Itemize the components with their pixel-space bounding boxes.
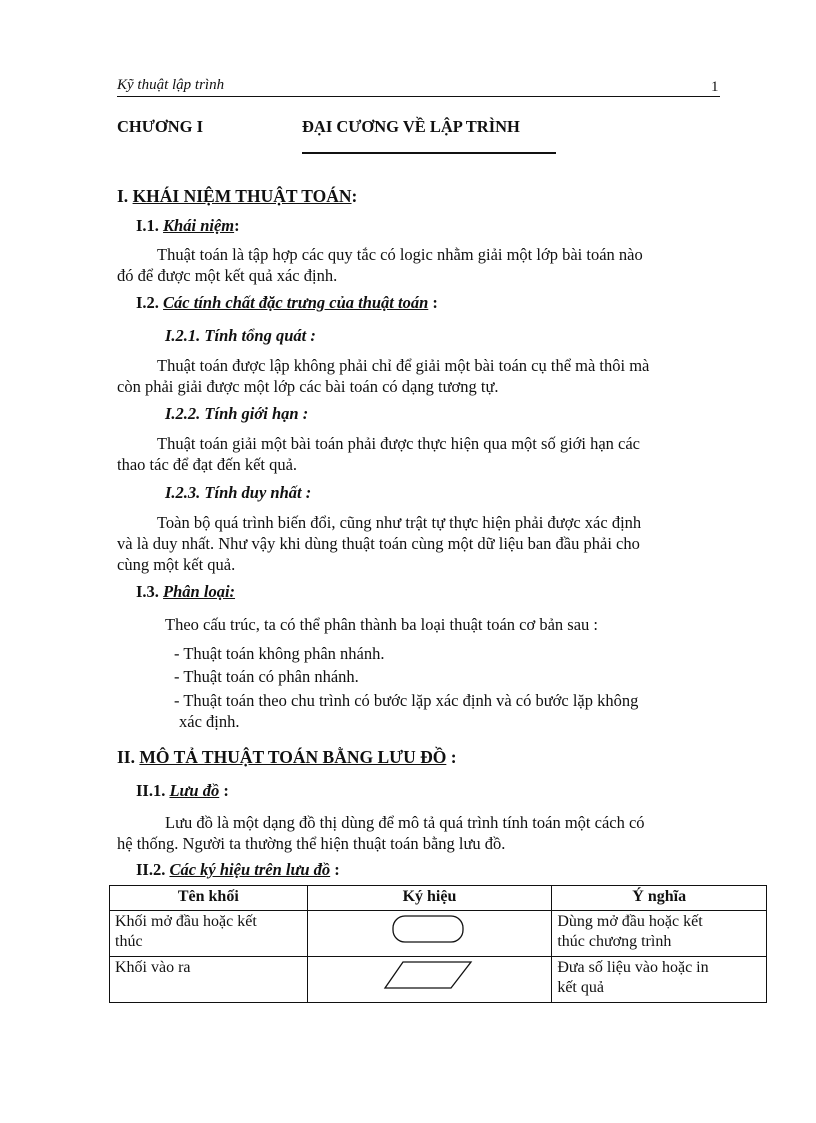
table-row (110, 911, 767, 957)
section-2-suffix: : (446, 747, 457, 767)
section-1-3-title: Phân loại: (163, 582, 236, 601)
paragraph-line: đó để được một kết quả xác định. (117, 266, 338, 285)
paragraph-line: hệ thống. Người ta thường thể hiện thuật toán bằng lưu đồ. (117, 834, 506, 853)
section-1-suffix: : (351, 186, 358, 206)
section-2-prefix: II. (117, 747, 140, 767)
meaning-cell (552, 911, 767, 957)
meaning: Đưa số liệu vào hoặc in (557, 959, 709, 976)
section-2-2-title: Các ký hiệu trên lưu đồ (169, 860, 331, 879)
column-header: Tên khối (110, 886, 308, 911)
meaning: thúc chương trình (557, 933, 672, 950)
io-parallelogram-icon (381, 958, 477, 992)
section-1-2-3-paragraph (117, 512, 737, 575)
classification-item: - Thuật toán không phân nhánh. (174, 644, 385, 663)
section-1-title: KHÁI NIỆM THUẬT TOÁN (132, 186, 352, 206)
section-2-2-prefix: II.2. (136, 860, 170, 879)
block-name: thúc (115, 933, 143, 950)
block-name-cell (110, 957, 308, 1003)
classification-item: xác định. (179, 712, 240, 731)
section-1-2-suffix: : (428, 293, 438, 312)
classification-item: - Thuật toán có phân nhánh. (174, 667, 359, 686)
section-2-2-heading (136, 860, 340, 880)
meaning-cell (552, 957, 767, 1003)
section-1-2-1-paragraph (117, 355, 737, 397)
section-1-1-suffix: : (234, 216, 240, 235)
section-2-1-suffix: : (219, 781, 229, 800)
chapter-title: ĐẠI CƯƠNG VỀ LẬP TRÌNH (302, 117, 520, 136)
paragraph-line: thao tác để đạt đến kết quả. (117, 455, 298, 474)
flowchart-symbols-table (109, 885, 767, 1003)
symbol-cell (307, 911, 552, 957)
section-1-2-2-paragraph (117, 433, 737, 475)
section-2-1-title: Lưu đồ (169, 781, 220, 800)
section-2-title: MÔ TẢ THUẬT TOÁN BẰNG LƯU ĐỒ (139, 747, 447, 767)
paragraph-line: cùng một kết quả. (117, 555, 236, 574)
column-header: Ký hiệu (307, 886, 552, 911)
classification-item: - Thuật toán theo chu trình có bước lặp xác định và có bước lặp không (174, 691, 639, 710)
section-2-heading (117, 747, 457, 768)
block-name: Khối mở đầu hoặc kết (115, 913, 257, 930)
symbol-cell (307, 957, 552, 1003)
section-1-1-title: Khái niệm (163, 216, 235, 235)
classification-intro: Theo cấu trúc, ta có thể phân thành ba loại thuật toán cơ bản sau : (165, 615, 598, 634)
paragraph-line: Thuật toán là tập hợp các quy tắc có logic nhằm giải một lớp bài toán nào (157, 245, 643, 264)
section-1-2-2-heading: I.2.2. Tính giới hạn : (165, 404, 309, 423)
section-1-2-prefix: I.2. (136, 293, 164, 312)
section-1-2-1-heading: I.2.1. Tính tổng quát : (165, 326, 316, 345)
section-1-2-3-heading: I.2.3. Tính duy nhất : (165, 483, 312, 502)
section-1-1-prefix: I.1. (136, 216, 164, 235)
section-1-prefix: I. (117, 186, 133, 206)
chapter-divider (302, 152, 556, 154)
section-1-3-prefix: I.3. (136, 582, 164, 601)
block-name-cell (110, 911, 308, 957)
paragraph-line: và là duy nhất. Như vậy khi dùng thuật toán cùng một dữ liệu ban đầu phải cho (117, 534, 640, 553)
section-2-1-paragraph (117, 812, 747, 854)
section-1-2-title: Các tính chất đặc trưng của thuật toán (163, 293, 429, 312)
section-2-1-heading (136, 781, 229, 801)
paragraph-line: Thuật toán giải một bài toán phải được thực hiện qua một số giới hạn các (157, 434, 641, 453)
page-number: 1 (711, 79, 719, 95)
paragraph-line: Toàn bộ quá trình biến đổi, cũng như trật tự thực hiện phải được xác định (157, 513, 642, 532)
section-1-1-heading (136, 216, 240, 236)
header-divider (117, 96, 720, 97)
section-2-2-suffix: : (330, 860, 340, 879)
section-1-2-heading (136, 293, 438, 313)
table-row (110, 957, 767, 1003)
meaning: kết quả (557, 979, 604, 996)
terminal-shape-icon (389, 912, 469, 946)
table-header-row (110, 886, 767, 911)
running-title: Kỹ thuật lập trình (117, 77, 225, 93)
meaning: Dùng mở đầu hoặc kết (557, 913, 703, 930)
section-2-1-prefix: II.1. (136, 781, 170, 800)
paragraph-line: còn phải giải được một lớp các bài toán có dạng tương tự. (117, 377, 499, 396)
section-1-heading (117, 186, 357, 207)
paragraph-line: Thuật toán được lập không phải chỉ để giải một bài toán cụ thể mà thôi mà (157, 356, 650, 375)
section-1-1-paragraph (117, 244, 737, 286)
chapter-number: CHƯƠNG I (117, 117, 204, 136)
paragraph-line: Lưu đồ là một dạng đồ thị dùng để mô tả quá trình tính toán một cách có (165, 813, 645, 832)
section-1-3-heading (136, 582, 235, 602)
block-name: Khối vào ra (115, 959, 191, 976)
column-header: Ý nghĩa (552, 886, 767, 911)
